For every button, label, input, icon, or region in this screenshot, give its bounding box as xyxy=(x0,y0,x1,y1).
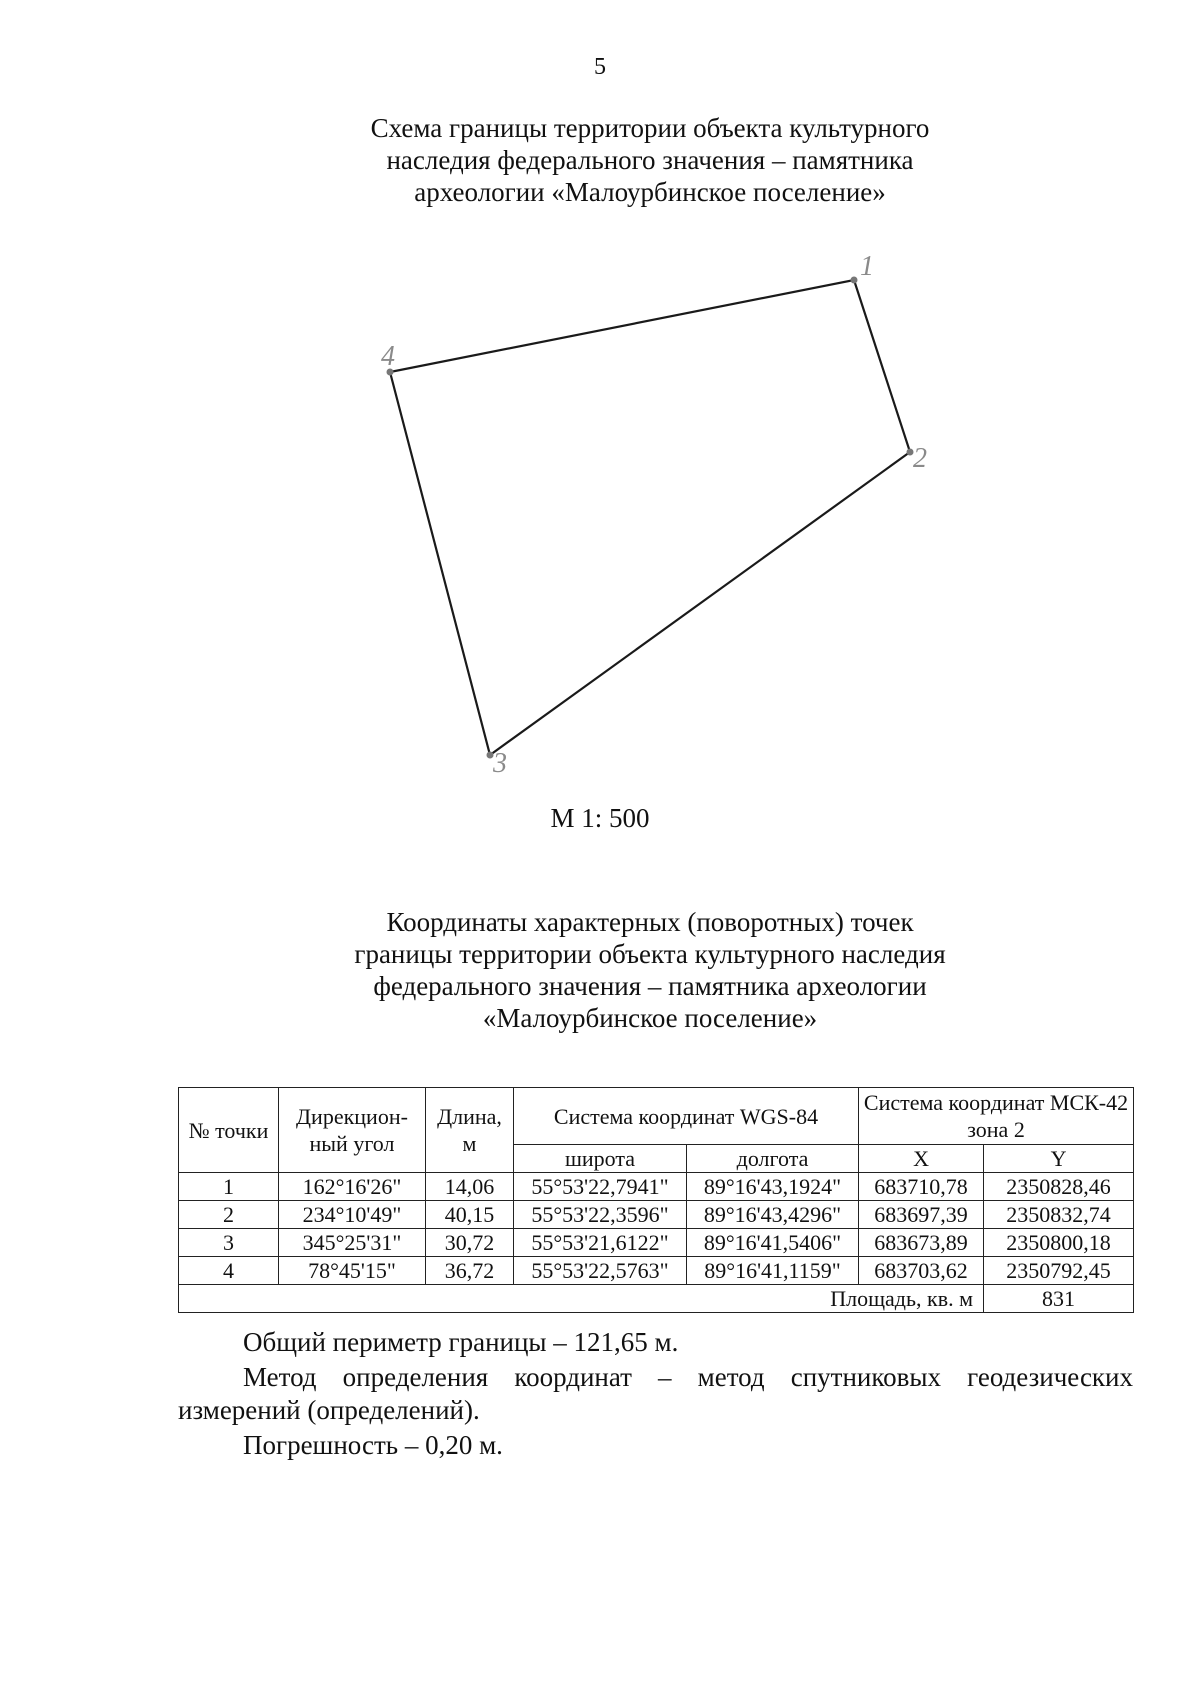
cell-x: 683710,78 xyxy=(859,1173,984,1201)
cell-angle: 234°10'49" xyxy=(279,1201,426,1229)
vertex-label-2: 2 xyxy=(913,443,927,474)
area-label: Площадь, кв. м xyxy=(179,1285,984,1313)
cell-latitude: 55°53'21,6122" xyxy=(514,1229,687,1257)
cell-y: 2350792,45 xyxy=(984,1257,1134,1285)
header-point-no: № точки xyxy=(179,1088,279,1173)
cell-y: 2350828,46 xyxy=(984,1173,1134,1201)
perimeter-note: Общий периметр границы – 121,65 м. xyxy=(243,1327,679,1357)
cell-length: 36,72 xyxy=(426,1257,514,1285)
coordinates-table xyxy=(178,1087,1134,1313)
table-row xyxy=(179,1201,1134,1229)
table-row xyxy=(179,1173,1134,1201)
cell-x: 683697,39 xyxy=(859,1201,984,1229)
header-latitude: широта xyxy=(514,1145,687,1173)
coordinates-title-line: Координаты характерных (поворотных) точек xyxy=(386,907,914,937)
header-x: X xyxy=(859,1145,984,1173)
cell-angle: 78°45'15" xyxy=(279,1257,426,1285)
cell-latitude: 55°53'22,7941" xyxy=(514,1173,687,1201)
table-header-row xyxy=(179,1088,1134,1145)
cell-latitude: 55°53'22,3596" xyxy=(514,1201,687,1229)
header-wgs-system: Система координат WGS-84 xyxy=(514,1088,859,1145)
boundary-polygon xyxy=(390,280,910,755)
header-length: Длина, м xyxy=(426,1088,514,1173)
coordinates-title xyxy=(250,906,1050,1034)
area-value: 831 xyxy=(984,1285,1134,1313)
cell-point-no: 1 xyxy=(179,1173,279,1201)
cell-y: 2350832,74 xyxy=(984,1201,1134,1229)
vertex-label-4: 4 xyxy=(381,341,395,372)
coordinates-title-line: «Малоурбинское поселение» xyxy=(482,1003,818,1033)
area-row xyxy=(179,1285,1134,1313)
header-msk-system: Система координат МСК-42 зона 2 xyxy=(859,1088,1134,1145)
cell-y: 2350800,18 xyxy=(984,1229,1134,1257)
cell-length: 14,06 xyxy=(426,1173,514,1201)
vertex-label-3: 3 xyxy=(493,748,507,779)
cell-angle: 345°25'31" xyxy=(279,1229,426,1257)
page-number: 5 xyxy=(594,54,606,80)
cell-longitude: 89°16'43,4296" xyxy=(687,1201,859,1229)
header-longitude: долгота xyxy=(687,1145,859,1173)
scheme-title-line: Схема границы территории объекта культурного xyxy=(370,113,930,143)
cell-x: 683703,62 xyxy=(859,1257,984,1285)
cell-longitude: 89°16'41,1159" xyxy=(687,1257,859,1285)
coordinates-title-line: федерального значения – памятника археологии xyxy=(373,971,927,1001)
coordinates-title-line: границы территории объекта культурного наследия xyxy=(354,939,946,969)
cell-angle: 162°16'26" xyxy=(279,1173,426,1201)
scheme-title-line: наследия федерального значения – памятника xyxy=(386,145,914,175)
error-note: Погрешность – 0,20 м. xyxy=(243,1430,503,1460)
vertex-marker-1 xyxy=(851,277,858,284)
header-direction-angle: Дирекцион-ный угол xyxy=(279,1088,426,1173)
scheme-title-line: археологии «Малоурбинское поселение» xyxy=(414,177,886,207)
table-row xyxy=(179,1229,1134,1257)
cell-length: 30,72 xyxy=(426,1229,514,1257)
header-y: Y xyxy=(984,1145,1134,1173)
boundary-scheme xyxy=(0,0,1200,800)
cell-point-no: 3 xyxy=(179,1229,279,1257)
cell-x: 683673,89 xyxy=(859,1229,984,1257)
cell-point-no: 4 xyxy=(179,1257,279,1285)
method-note: Метод определения координат – метод спутниковых геодезических измерений (определений). xyxy=(178,1362,1133,1425)
cell-longitude: 89°16'41,5406" xyxy=(687,1229,859,1257)
table-row xyxy=(179,1257,1134,1285)
scale-label: М 1: 500 xyxy=(550,803,650,833)
cell-length: 40,15 xyxy=(426,1201,514,1229)
vertex-label-1: 1 xyxy=(860,251,874,282)
cell-latitude: 55°53'22,5763" xyxy=(514,1257,687,1285)
cell-point-no: 2 xyxy=(179,1201,279,1229)
cell-longitude: 89°16'43,1924" xyxy=(687,1173,859,1201)
